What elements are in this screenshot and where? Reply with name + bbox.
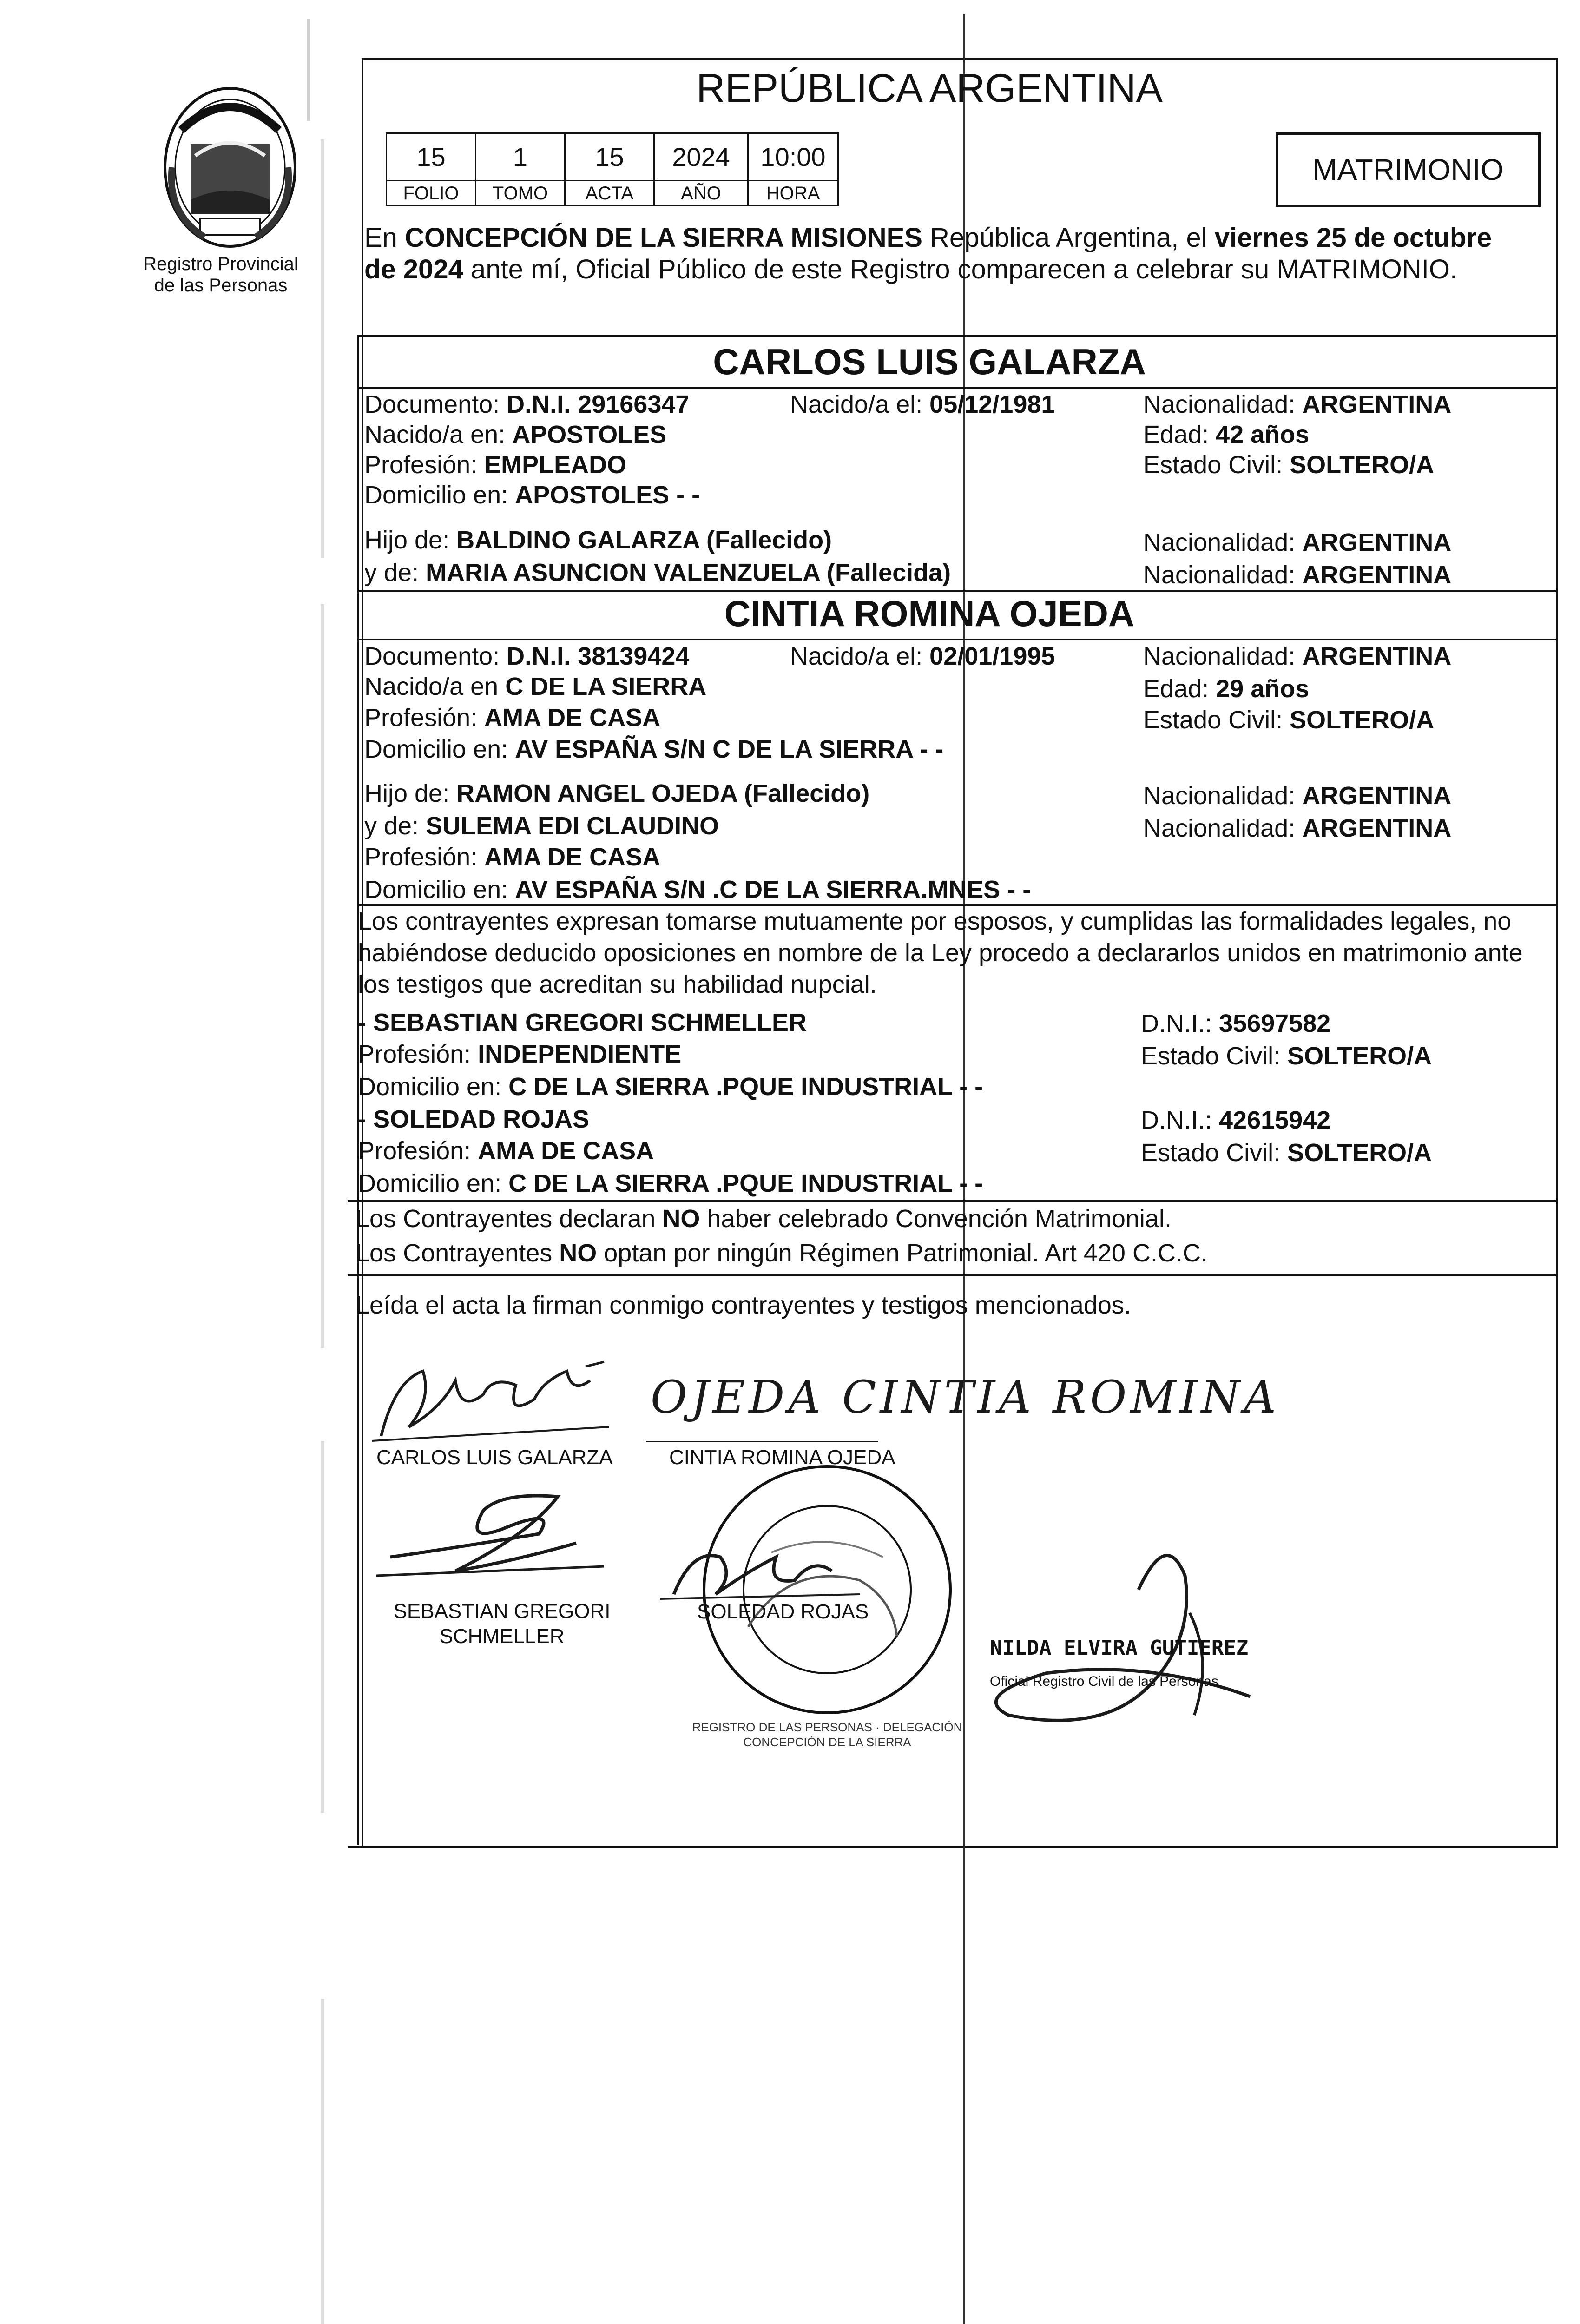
- witness-2-profession: [358, 1136, 654, 1166]
- text: Los Contrayentes declaran: [356, 1205, 663, 1233]
- declaration-line: Los contrayentes expresan tomarse mutuamente por esposos, y cumplidas las formalidades legales, no: [358, 907, 1512, 935]
- nationality-value: ARGENTINA: [1302, 528, 1452, 556]
- label: Nacionalidad:: [1143, 642, 1303, 670]
- groom-mother-nationality: [1143, 560, 1451, 590]
- groom-civil-status-value: SOLTERO/A: [1290, 451, 1435, 479]
- label: Domicilio en:: [364, 735, 515, 763]
- address-value: AV ESPAÑA S/N .C DE LA SIERRA.MNES - -: [515, 876, 1031, 904]
- record-hour-label: HORA: [747, 180, 839, 206]
- label: Domicilio en:: [358, 1073, 509, 1101]
- groom-document: [364, 390, 689, 419]
- caption-line: SCHMELLER: [439, 1625, 565, 1648]
- nationality-value: ARGENTINA: [1302, 814, 1452, 842]
- bride-address-value: AV ESPAÑA S/N C DE LA SIERRA - -: [515, 735, 944, 763]
- label: y de:: [364, 559, 426, 587]
- witness-2-dni: [1141, 1105, 1330, 1135]
- frame-bottom-border: [348, 1846, 1558, 1848]
- bride-mother-profession: [364, 842, 660, 872]
- official-stamp-role: Oficial Registro Civil de las Personas: [990, 1674, 1218, 1689]
- witness-1-address: [358, 1072, 983, 1102]
- address-value: C DE LA SIERRA .PQUE INDUSTRIAL - -: [508, 1169, 983, 1197]
- convention-line-2: [356, 1238, 1208, 1268]
- frame-top-border: [362, 58, 1558, 60]
- record-year-label: AÑO: [653, 180, 749, 206]
- address-value: C DE LA SIERRA .PQUE INDUSTRIAL - -: [508, 1073, 983, 1101]
- label: Nacionalidad:: [1143, 814, 1303, 842]
- label: Documento:: [364, 390, 507, 418]
- official-stamp: [990, 1636, 1315, 1690]
- intro-date: viernes 25 de octubre: [1214, 223, 1492, 253]
- margin-dots: [321, 1441, 324, 1813]
- margin-dots: [321, 1999, 324, 2324]
- bride-signature-caption: CINTIA ROMINA OJEDA: [669, 1446, 895, 1469]
- bride-civil-status: [1143, 705, 1434, 735]
- groom-civil-status: [1143, 450, 1434, 480]
- label: Profesión:: [364, 843, 485, 871]
- record-tomo-label: TOMO: [475, 180, 566, 206]
- page-title: REPÚBLICA ARGENTINA: [696, 66, 1163, 111]
- bride-mother-value: SULEMA EDI CLAUDINO: [426, 812, 719, 840]
- closing-text: Leída el acta la firman conmigo contrayentes y testigos mencionados.: [356, 1291, 1131, 1319]
- bride-age: [1143, 674, 1309, 704]
- label: Nacionalidad:: [1143, 390, 1303, 418]
- groom-mother-value: MARIA ASUNCION VALENZUELA (Fallecida): [426, 559, 951, 587]
- divider: [357, 387, 1558, 389]
- label: Profesión:: [358, 1040, 478, 1068]
- bride-birthplace: [364, 672, 706, 701]
- witness-1-signature: [362, 1478, 623, 1594]
- groom-nationality: [1143, 390, 1451, 419]
- bride-profession: [364, 703, 660, 733]
- bride-birthdate: [790, 641, 1055, 671]
- label: Nacido/a el:: [790, 642, 930, 670]
- bride-signature-line: [646, 1441, 878, 1442]
- label: Documento:: [364, 642, 507, 670]
- intro-rest: ante mí, Oficial Público de este Registro comparecen a celebrar su MATRIMONIO.: [463, 254, 1458, 284]
- bride-birthdate-value: 02/01/1995: [929, 642, 1055, 670]
- label: y de:: [364, 812, 426, 840]
- misiones-coat-of-arms-icon: [153, 74, 307, 256]
- bride-dni: D.N.I. 38139424: [507, 642, 690, 670]
- label: Nacionalidad:: [1143, 561, 1303, 589]
- intro-line-1: [364, 223, 1492, 253]
- groom-mother: [364, 558, 951, 588]
- nationality-value: ARGENTINA: [1302, 561, 1452, 589]
- bride-mother: [364, 811, 719, 841]
- caption-line: SEBASTIAN GREGORI: [393, 1600, 611, 1623]
- groom-birthplace: [364, 420, 666, 449]
- witness-2-address: [358, 1169, 983, 1198]
- witness-2-signature-caption: SOLEDAD ROJAS: [697, 1600, 869, 1623]
- dni-value: 42615942: [1219, 1106, 1331, 1134]
- registry-name: [128, 253, 314, 296]
- label: D.N.I.:: [1141, 1010, 1219, 1037]
- groom-age: [1143, 420, 1309, 449]
- groom-dni: D.N.I. 29166347: [507, 390, 690, 418]
- groom-birthdate-value: 05/12/1981: [929, 390, 1055, 418]
- bride-document: [364, 641, 689, 671]
- profession-value: AMA DE CASA: [478, 1137, 654, 1165]
- label: Nacido/a en: [364, 673, 506, 700]
- label: Hijo de:: [364, 526, 457, 554]
- frame-right-border: [1556, 58, 1558, 1848]
- record-year: 2024: [653, 132, 749, 181]
- record-tomo: 1: [475, 132, 566, 181]
- registry-name-line: Registro Provincial: [143, 254, 298, 274]
- record-folio: 15: [386, 132, 476, 181]
- record-acta-label: ACTA: [564, 180, 655, 206]
- groom-profession: [364, 450, 626, 480]
- witness-2-name: - SOLEDAD ROJAS: [358, 1105, 590, 1133]
- label: Estado Civil:: [1141, 1042, 1288, 1070]
- label: Profesión:: [364, 451, 485, 479]
- groom-address: [364, 480, 700, 510]
- bride-mother-nationality: [1143, 813, 1451, 843]
- bride-father: [364, 779, 869, 808]
- label: Estado Civil:: [1143, 451, 1290, 479]
- label: Profesión:: [364, 704, 485, 732]
- nationality-value: ARGENTINA: [1302, 782, 1452, 810]
- bride-nationality-value: ARGENTINA: [1302, 642, 1452, 670]
- registry-name-line: de las Personas: [154, 275, 288, 296]
- record-folio-label: FOLIO: [386, 180, 476, 206]
- province-logo: [153, 74, 307, 256]
- divider: [348, 1274, 1558, 1276]
- intro-line-2: [364, 255, 1457, 284]
- declaration-line: los testigos que acreditan su habilidad nupcial.: [358, 971, 877, 998]
- margin-dots: [321, 604, 324, 1348]
- profession-value: AMA DE CASA: [484, 843, 661, 871]
- label: Nacionalidad:: [1143, 782, 1303, 810]
- bride-profession-value: AMA DE CASA: [484, 704, 661, 732]
- witness-1-signature-caption: [372, 1599, 632, 1649]
- label: Domicilio en:: [358, 1169, 509, 1197]
- label: Edad:: [1143, 421, 1216, 449]
- witness-1-profession: [358, 1039, 681, 1069]
- text: optan por ningún Régimen Patrimonial. Art 420 C.C.C.: [597, 1239, 1208, 1267]
- groom-father-nationality: [1143, 528, 1451, 557]
- civil-status-value: SOLTERO/A: [1287, 1139, 1432, 1167]
- groom-profession-value: EMPLEADO: [484, 451, 627, 479]
- label: Estado Civil:: [1143, 706, 1290, 734]
- divider: [357, 904, 1558, 906]
- label: Domicilio en:: [364, 481, 515, 509]
- groom-name: CARLOS LUIS GALARZA: [713, 341, 1146, 382]
- label: D.N.I.:: [1141, 1106, 1219, 1134]
- intro-year: de 2024: [364, 254, 463, 284]
- divider: [357, 335, 1558, 337]
- groom-signature: [367, 1353, 627, 1450]
- witness-2-civil-status: [1141, 1138, 1432, 1168]
- text: Los Contrayentes: [356, 1239, 560, 1267]
- margin-dots: [307, 19, 310, 121]
- label: Domicilio en:: [364, 876, 515, 904]
- bride-handwriting: OJEDA CINTIA ROMINA: [651, 1371, 1280, 1423]
- groom-nationality-value: ARGENTINA: [1302, 390, 1452, 418]
- bride-nationality: [1143, 641, 1451, 671]
- witness-1-civil-status: [1141, 1041, 1432, 1071]
- seal-legend: REGISTRO DE LAS PERSONAS · DELEGACIÓN CONCEPCIÓN DE LA SIERRA: [692, 1720, 962, 1749]
- official-stamp-name: NILDA ELVIRA GUTIEREZ: [990, 1636, 1249, 1660]
- witness-2-signature: [655, 1529, 869, 1608]
- label: Nacido/a en:: [364, 421, 513, 449]
- groom-birthplace-value: APOSTOLES: [512, 421, 667, 449]
- bride-address: [364, 734, 943, 764]
- emphasis: NO: [662, 1205, 700, 1233]
- label: Nacido/a el:: [790, 390, 930, 418]
- emphasis: NO: [559, 1239, 597, 1267]
- bride-mother-address: [364, 875, 1031, 905]
- groom-father-value: BALDINO GALARZA (Fallecido): [456, 526, 832, 554]
- witness-1-name: - SEBASTIAN GREGORI SCHMELLER: [358, 1009, 807, 1037]
- act-type-box: MATRIMONIO: [1276, 132, 1540, 207]
- label: Edad:: [1143, 675, 1216, 703]
- bride-name: CINTIA ROMINA OJEDA: [724, 593, 1135, 634]
- groom-father: [364, 525, 832, 555]
- groom-birthdate: [790, 390, 1055, 419]
- bride-father-nationality: [1143, 781, 1451, 811]
- bride-birthplace-value: C DE LA SIERRA: [505, 673, 707, 700]
- text: haber celebrado Convención Matrimonial.: [700, 1205, 1172, 1233]
- divider: [348, 1200, 1558, 1202]
- label: Hijo de:: [364, 779, 457, 807]
- declaration-line: habiéndose deducido oposiciones en nombre de la Ley procedo a declararlos unidos en matrimonio ante: [358, 939, 1523, 967]
- record-hour: 10:00: [747, 132, 839, 181]
- groom-address-value: APOSTOLES - -: [515, 481, 700, 509]
- record-table: [386, 132, 839, 207]
- intro-mid: República Argentina, el: [922, 223, 1215, 253]
- bride-age-value: 29 años: [1216, 675, 1310, 703]
- intro-prefix: En: [364, 223, 405, 253]
- label: Estado Civil:: [1141, 1139, 1288, 1167]
- margin-dots: [321, 139, 324, 558]
- profession-value: INDEPENDIENTE: [478, 1040, 682, 1068]
- bride-civil-status-value: SOLTERO/A: [1290, 706, 1435, 734]
- record-acta: 15: [564, 132, 655, 181]
- label: Nacionalidad:: [1143, 528, 1303, 556]
- label: Profesión:: [358, 1137, 478, 1165]
- bride-father-value: RAMON ANGEL OJEDA (Fallecido): [456, 779, 870, 807]
- groom-signature-caption: CARLOS LUIS GALARZA: [376, 1446, 613, 1469]
- convention-line-1: [356, 1204, 1172, 1234]
- groom-age-value: 42 años: [1216, 421, 1310, 449]
- divider: [357, 639, 1558, 640]
- dni-value: 35697582: [1219, 1010, 1331, 1037]
- intro-place: CONCEPCIÓN DE LA SIERRA MISIONES: [405, 223, 922, 253]
- witness-1-dni: [1141, 1009, 1330, 1038]
- civil-status-value: SOLTERO/A: [1287, 1042, 1432, 1070]
